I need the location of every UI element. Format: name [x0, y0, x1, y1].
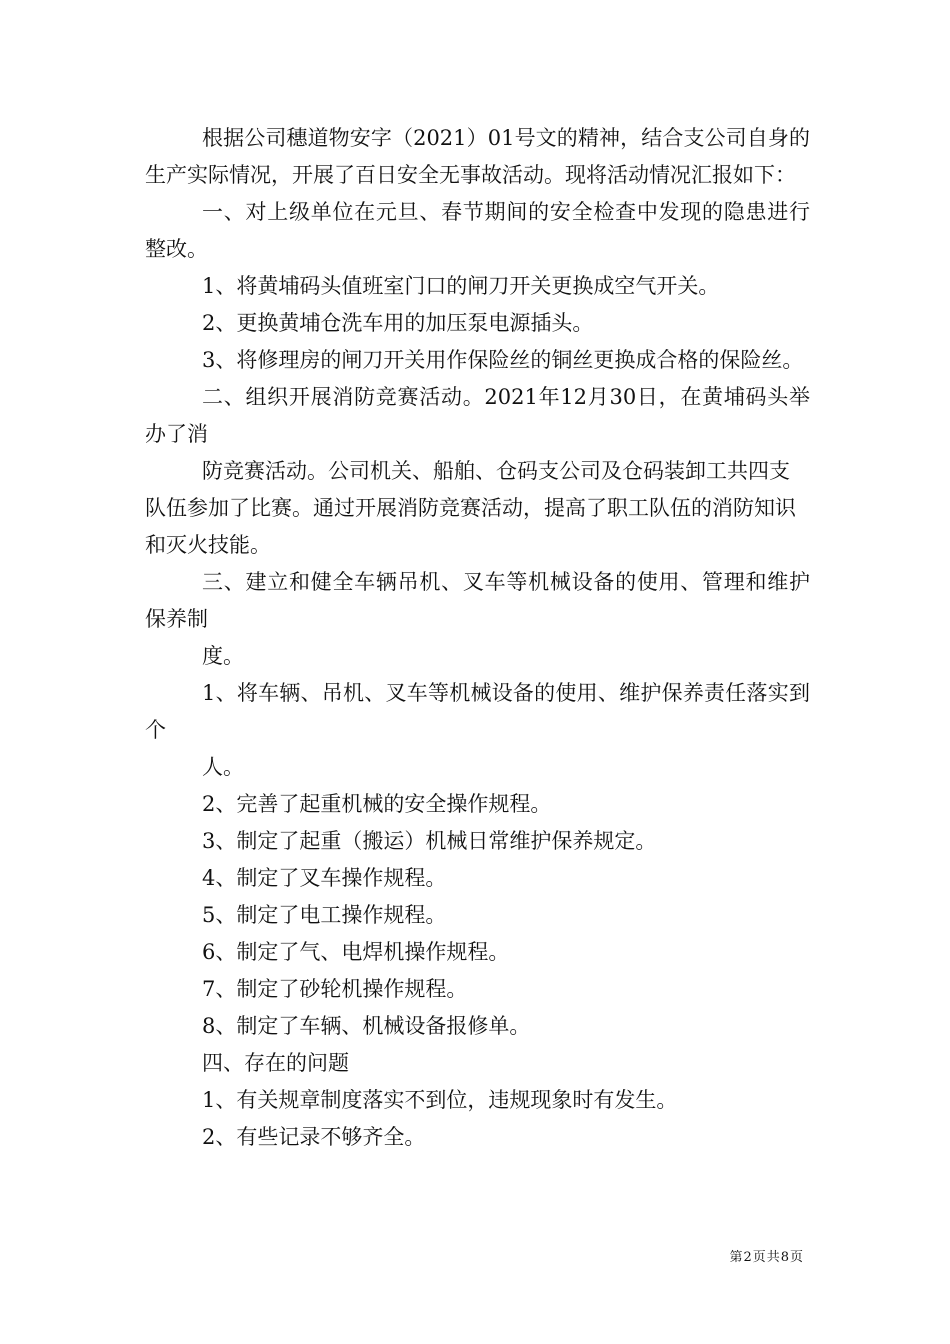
paragraph-item: 1、将车辆、吊机、叉车等机械设备的使用、维护保养责任落实到个 [145, 681, 810, 742]
paragraph-item: 3、制定了起重（搬运）机械日常维护保养规定。 [202, 829, 657, 853]
paragraph-item: 4、制定了叉车操作规程。 [202, 866, 447, 890]
paragraph-section-4-heading: 四、存在的问题 [202, 1051, 349, 1075]
paragraph-item: 5、制定了电工操作规程。 [202, 903, 447, 927]
document-body [145, 120, 810, 1156]
paragraph-item: 8、制定了车辆、机械设备报修单。 [202, 1014, 531, 1038]
paragraph-item: 6、制定了气、电焊机操作规程。 [202, 940, 510, 964]
paragraph-item: 1、有关规章制度落实不到位，违规现象时有发生。 [202, 1088, 678, 1112]
paragraph-continuation: 度。 [202, 644, 244, 668]
paragraph-item: 3、将修理房的闸刀开关用作保险丝的铜丝更换成合格的保险丝。 [202, 348, 804, 372]
paragraph-intro: 根据公司穗道物安字（2021）01号文的精神，结合支公司自身的生产实际情况，开展了百日安全无事故活动。现将活动情况汇报如下： [145, 126, 810, 187]
paragraph-section-1-heading: 一、对上级单位在元旦、春节期间的安全检查中发现的隐患进行整改。 [145, 200, 810, 261]
paragraph-section-3-heading: 三、建立和健全车辆吊机、叉车等机械设备的使用、管理和维护保养制 [145, 570, 810, 631]
paragraph-item: 7、制定了砂轮机操作规程。 [202, 977, 468, 1001]
paragraph-section-2-heading: 二、组织开展消防竞赛活动。2021年12月30日，在黄埔码头举办了消 [145, 385, 810, 446]
paragraph-item: 2、有些记录不够齐全。 [202, 1125, 426, 1149]
paragraph-item: 2、完善了起重机械的安全操作规程。 [202, 792, 552, 816]
paragraph-item: 2、更换黄埔仓洗车用的加压泵电源插头。 [202, 311, 594, 335]
paragraph-section-2-body: 防竞赛活动。公司机关、船舶、仓码支公司及仓码装卸工共四支队伍参加了比赛。通过开展消防竞赛活动，提高了职工队伍的消防知识和灭火技能。 [145, 459, 796, 557]
paragraph-continuation: 人。 [202, 755, 244, 779]
paragraph-item: 1、将黄埔码头值班室门口的闸刀开关更换成空气开关。 [202, 274, 720, 298]
page-number: 第2页共8页 [729, 1250, 804, 1265]
